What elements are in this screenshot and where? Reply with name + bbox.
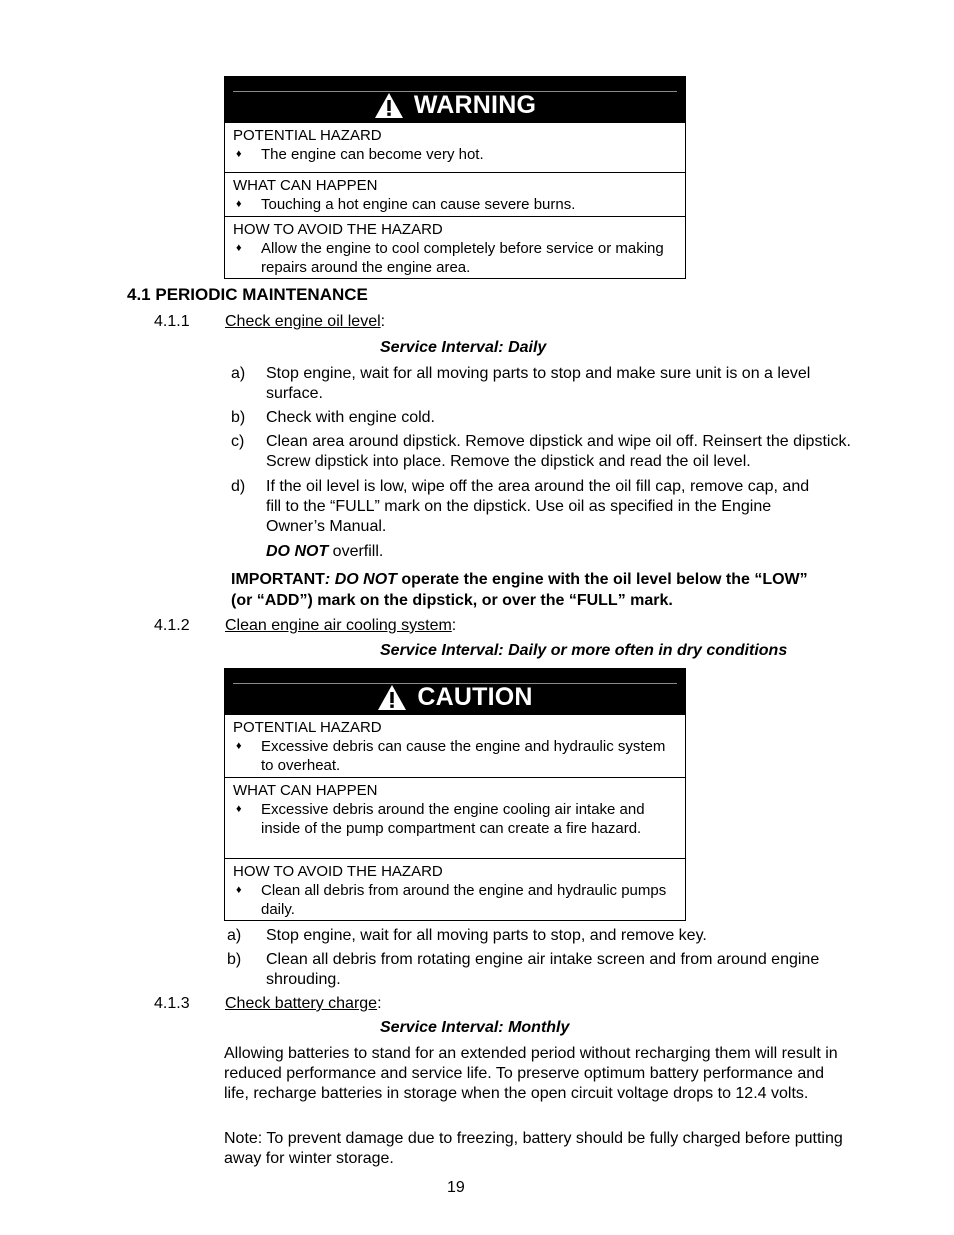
diamond-bullet-icon: ♦ — [236, 803, 242, 815]
subsection-title: Clean engine air cooling system: — [225, 617, 457, 634]
subsection-number: 4.1.3 — [154, 995, 190, 1012]
section-label: POTENTIAL HAZARD — [233, 127, 382, 144]
service-interval: Service Interval: Monthly — [380, 1019, 570, 1036]
section-label: WHAT CAN HAPPEN — [233, 782, 378, 799]
section-label: HOW TO AVOID THE HAZARD — [233, 221, 443, 238]
battery-paragraph: Allowing batteries to stand for an extended period without recharging them will result in reduced performance and service life. To preserve optimum battery performance and life, recharge batteries in storage when the open circuit voltage drops to 12.4 volts. — [224, 1045, 838, 1102]
caution-box — [224, 668, 686, 921]
warning-box — [224, 76, 686, 279]
step-item: b) Check with engine cold. — [231, 409, 435, 426]
what-can-happen-section — [225, 172, 685, 216]
how-to-avoid-section — [225, 216, 685, 278]
diamond-bullet-icon: ♦ — [236, 740, 242, 752]
exclamation-triangle-icon — [374, 92, 404, 119]
service-interval: Service Interval: Daily — [380, 339, 547, 356]
section-heading: 4.1 PERIODIC MAINTENANCE — [127, 285, 368, 304]
hazard-item: ♦ Clean all debris from around the engine and hydraulic pumps daily. — [236, 882, 667, 918]
section-label: WHAT CAN HAPPEN — [233, 177, 378, 194]
diamond-bullet-icon: ♦ — [236, 884, 242, 896]
subsection-number: 4.1.1 — [154, 313, 190, 330]
service-interval: Service Interval: Daily or more often in dry conditions — [380, 642, 788, 659]
section-label: POTENTIAL HAZARD — [233, 719, 382, 736]
potential-hazard-section — [225, 714, 685, 777]
diamond-bullet-icon: ♦ — [236, 198, 242, 210]
hazard-item: ♦ Excessive debris around the engine cooling air intake and inside of the pump compartment can create a fire hazard. — [236, 801, 645, 837]
subsection-number: 4.1.2 — [154, 617, 190, 634]
hazard-item: ♦ The engine can become very hot. — [236, 146, 484, 163]
important-note: IMPORTANT: DO NOT operate the engine with the oil level below the “LOW” (or “ADD”) mark on the dipstick, or over the “FULL” mark. — [231, 571, 808, 609]
caution-title: CAUTION — [417, 683, 533, 711]
page-number: 19 — [447, 1179, 465, 1196]
how-to-avoid-section — [225, 858, 685, 920]
step-item: d) If the oil level is low, wipe off the area around the oil fill cap, remove cap, and fill to the “FULL” mark on the dipstick. Use oil as specified in the Engine Owner’s Manual. — [231, 478, 810, 535]
hazard-item: ♦ Allow the engine to cool completely before service or making repairs around the engine area. — [236, 240, 664, 276]
caution-header — [225, 669, 685, 714]
battery-note: Note: To prevent damage due to freezing, battery should be fully charged before putting away for winter storage. — [224, 1130, 843, 1167]
hazard-item: ♦ Excessive debris can cause the engine and hydraulic system to overheat. — [236, 738, 666, 774]
do-not-overfill-note: DO NOT overfill. — [266, 543, 384, 560]
diamond-bullet-icon: ♦ — [236, 148, 242, 160]
diamond-bullet-icon: ♦ — [236, 242, 242, 254]
step-item: a) Stop engine, wait for all moving parts to stop and make sure unit is on a level surface. — [231, 365, 811, 402]
warning-header — [225, 77, 685, 122]
step-item: b) Clean all debris from rotating engine air intake screen and from around engine shrouding. — [227, 951, 820, 988]
subsection-title: Check engine oil level: — [225, 313, 386, 330]
hazard-item: ♦ Touching a hot engine can cause severe burns. — [236, 196, 576, 213]
potential-hazard-section — [225, 122, 685, 172]
step-item: a) Stop engine, wait for all moving parts to stop, and remove key. — [227, 927, 707, 944]
step-item: c) Clean area around dipstick. Remove dipstick and wipe oil off. Reinsert the dipstick. Screw dipstick into place. Remove the dipstick and read the oil level. — [231, 433, 851, 470]
exclamation-triangle-icon — [377, 684, 407, 711]
subsection-title: Check battery charge: — [225, 995, 382, 1012]
warning-title: WARNING — [413, 91, 537, 119]
what-can-happen-section — [225, 777, 685, 858]
section-label: HOW TO AVOID THE HAZARD — [233, 863, 443, 880]
